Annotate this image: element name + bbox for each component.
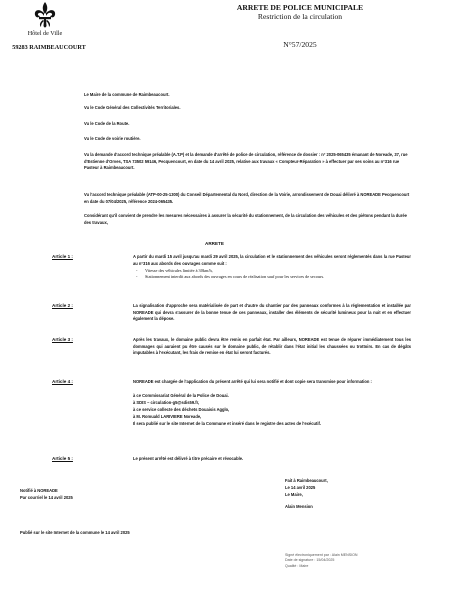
article-4-recipients — [133, 392, 411, 421]
list-item: à M. Romuald LARIVIERE Noreade, — [133, 414, 202, 420]
hotel-de-ville-label: Hôtel de Ville — [27, 30, 63, 37]
publication-line: Publié sur le site Internet de la commune le 14 avril 2025 — [20, 530, 130, 535]
article-3-label: Article 3 : — [52, 337, 73, 342]
preamble-considerant: Considérant qu'il convient de prendre les mesures nécessaires à assurer la sécurité du stationnement, de la circulation des véhicules et des piétons pendant la durée des travaux, — [84, 213, 407, 225]
list-item: - Stationnement interdit aux abords des ouvrages en cours de réalisation sauf pour les services de secours. — [136, 273, 325, 279]
list-item: à SDIS – circulation-g5@sdis59.fr, — [133, 399, 200, 405]
article-2-text: La signalisation d'approche sera matérialisée de part et d'autre du chantier par des panneaux conformes à la réglementation et installée par NOREADE qui devra s'assurer de la bonne tenue de ces panneaux, installer des éléments de sécurité lumineux pour la nuit et en effectuer également la dépose. — [133, 303, 411, 322]
fleur-de-lis-icon — [33, 1, 57, 29]
list-item: à ce service collecte des déchets Douaisis Agglo, — [133, 407, 230, 413]
document-title — [220, 3, 380, 21]
list-item: à ce Commissariat Général de la Police de Douai. — [133, 392, 229, 398]
article-5-text: Le présent arrêté est délivré à titre précaire et révocable. — [133, 456, 244, 461]
arrete-number: N°57/2025 — [283, 40, 317, 49]
esignature-signer: Signé électroniquement par : Alain MENSION — [285, 553, 358, 557]
signature-name: Alain Mension — [285, 504, 313, 510]
article-2-label: Article 2 : — [52, 303, 73, 308]
esignature-date: Date de signature : 15/04/2025 — [285, 558, 335, 563]
article-1-list — [133, 268, 411, 279]
article-4-closing: Il sera publié sur le site Internet de la Commune et inséré dans le registre des actes de l'exécutif. — [133, 420, 321, 426]
electronic-signature — [285, 553, 358, 569]
article-1-body: A partir du mardi 15 avril jusqu'au mardi 29 avril 2025, la circulation et le stationnement des véhicules seront réglementés dans la rue Pasteur au n°316 aux abords des ouvrages comme suit : — [133, 254, 411, 266]
notification-block — [20, 488, 73, 502]
article-1-label: Article 1 : — [52, 254, 73, 259]
title-line: ARRETE DE POLICE MUNICIPALE — [236, 3, 364, 12]
article-4-label: Article 4 : — [52, 379, 73, 384]
signature-date: Le 14 avril 2025 — [285, 484, 316, 490]
signature-block — [285, 478, 328, 511]
article-4-text — [133, 379, 411, 427]
preamble-accord: Vu l'accord technique préalable (ATP-00-25-1300) du Conseil Départemental du Nord, direction de la Voirie, arrondissement de Douai délivré à NOREADE Pecquencourt en date du 07/04/2025, référence 2024-065435. — [84, 192, 410, 204]
commune-address: 59283 RAIMBEAUCOURT — [12, 44, 86, 51]
preamble-cgct: Vu le Code Général des Collectivités Territoriales. — [84, 105, 181, 110]
preamble-demande: Vu la demande d'accord technique préalable (A.T.P) et la demande d'arrêté de police de circulation, référence de dossier : n° 2025-065435 émanant de Noreade, 37, rue d'Estienne d'Orves, TSA 73502 59146, Pecquencourt, en date du 14 avril 2025, relative aux travaux « Compteur-Réparation » à effectuer par ses soins au n°316 rue Pasteur à Raimbeaucourt. — [84, 152, 408, 171]
preamble-maire: Le Maire de la commune de Raimbeaucourt. — [84, 92, 170, 97]
notification-date: Par courriel le 14 avril 2025 — [20, 494, 73, 500]
signature-place: Fait à Raimbeaucourt, — [285, 478, 328, 483]
signature-role: Le Maire, — [285, 491, 303, 497]
article-4-body: NOREADE est chargée de l'application du présent arrêté qui lui sera notifié et dont copie sera transmise pour information : — [133, 379, 372, 384]
article-5-label: Article 5 : — [52, 456, 73, 461]
subtitle-line: Restriction de la circulation — [257, 12, 343, 21]
arrete-heading: ARRETE — [205, 241, 224, 246]
preamble-route: Vu le Code de la Route. — [84, 121, 130, 126]
notification-recipient: Notifié à NOREADE — [20, 488, 58, 493]
esignature-role: Qualité : Maire — [285, 563, 309, 568]
article-1-text — [133, 254, 411, 279]
list-item: - Vitesse des véhicules limitée à 30km/h, — [136, 268, 213, 274]
preamble-voirie: Vu le Code de voirie routière. — [84, 136, 141, 141]
article-3-text: Après les travaux, le domaine public devra être remis en parfait état. Par ailleurs, NOREADE est tenue de réparer immédiatement tous les dommages qui auraient pu être causés sur le domaine public, de rétablir dans l'état initial les chaussées ou trottoirs. En cas de dégâts imputables à l'exécutant, les frais de remise en état lui seront facturés. — [133, 337, 411, 356]
